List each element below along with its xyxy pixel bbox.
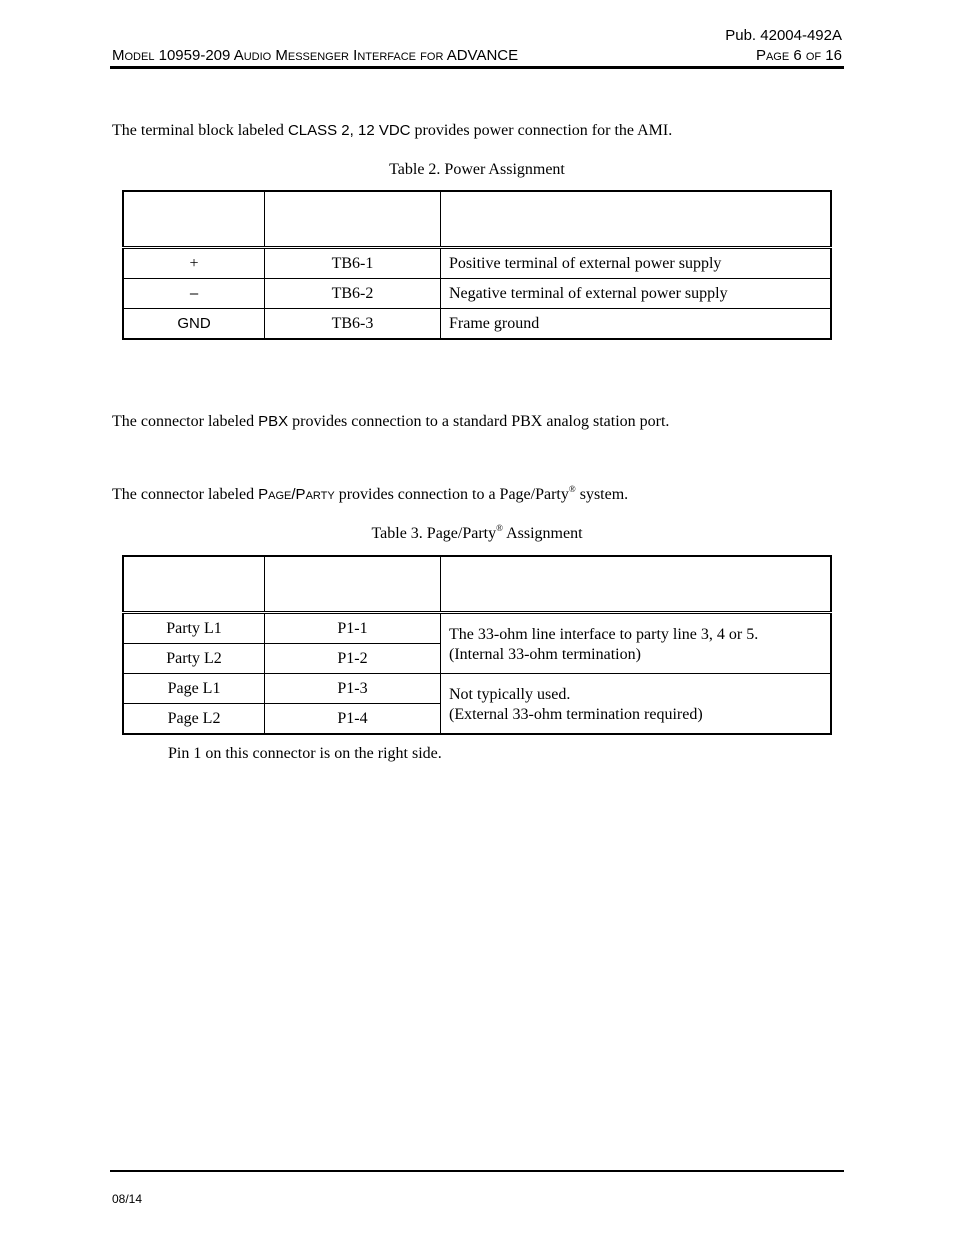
table-cell: Negative terminal of external power supply xyxy=(441,279,832,309)
header-cell xyxy=(441,191,832,248)
header-rule xyxy=(110,66,844,69)
header-cell xyxy=(123,191,265,248)
table-cell: – xyxy=(123,279,265,309)
registered-mark: ® xyxy=(496,523,503,533)
table-cell: P1-2 xyxy=(265,644,441,674)
header-cell xyxy=(441,556,832,613)
pbx-connector-label: PBX xyxy=(258,413,289,430)
table-row xyxy=(123,613,831,644)
table-header-row xyxy=(123,191,831,248)
page-party-connector-label: Page/Party xyxy=(258,486,335,503)
table-row xyxy=(123,279,831,309)
header-cell xyxy=(265,191,441,248)
table-cell: Page L2 xyxy=(123,704,265,735)
power-terminal-label: CLASS 2, 12 VDC xyxy=(287,122,411,139)
table-2-caption: Table 2. Power Assignment xyxy=(389,161,565,178)
table-cell: Page L1 xyxy=(123,674,265,704)
table-cell: Party L2 xyxy=(123,644,265,674)
table-cell-merged: The 33-ohm line interface to party line 3, 4 or 5. (Internal 33-ohm termination) xyxy=(441,613,832,674)
table-cell: Party L1 xyxy=(123,613,265,644)
table-cell: + xyxy=(123,248,265,279)
power-assignment-table xyxy=(122,190,832,340)
table-cell: TB6-1 xyxy=(265,248,441,279)
footer-rule xyxy=(110,1170,844,1172)
table-row xyxy=(123,248,831,279)
table-cell: TB6-3 xyxy=(265,309,441,340)
page-party-intro-paragraph: The connector labeled Page/Party provides connection to a Page/Party® system. xyxy=(112,484,629,503)
footer-date: 08/14 xyxy=(112,1192,143,1206)
table-cell: Frame ground xyxy=(441,309,832,340)
pbx-intro-paragraph: The connector labeled PBX provides connection to a standard PBX analog station port. xyxy=(112,413,670,430)
table-cell-merged: Not typically used. (External 33-ohm termination required) xyxy=(441,674,832,735)
power-intro-paragraph: The terminal block labeled CLASS 2, 12 VDC provides power connection for the AMI. xyxy=(112,122,673,139)
table-row xyxy=(123,674,831,704)
pin-note: Pin 1 on this connector is on the right side. xyxy=(168,745,442,762)
table-cell: P1-3 xyxy=(265,674,441,704)
table-header-row xyxy=(123,556,831,613)
registered-mark: ® xyxy=(568,484,576,494)
table-3-caption: Table 3. Page/Party® Assignment xyxy=(371,523,583,542)
table-cell: GND xyxy=(123,309,265,340)
table-cell: TB6-2 xyxy=(265,279,441,309)
table-row xyxy=(123,309,831,340)
header-cell xyxy=(123,556,265,613)
page-party-assignment-table xyxy=(122,555,832,735)
header-cell xyxy=(265,556,441,613)
table-cell: Positive terminal of external power supply xyxy=(441,248,832,279)
publication-number: Pub. 42004-492A xyxy=(725,27,842,44)
table-cell: P1-1 xyxy=(265,613,441,644)
page-number: Page 6 of 16 xyxy=(755,47,842,64)
table-cell: P1-4 xyxy=(265,704,441,735)
document-title: Model 10959-209 Audio Messenger Interface for ADVANCE xyxy=(112,47,519,64)
